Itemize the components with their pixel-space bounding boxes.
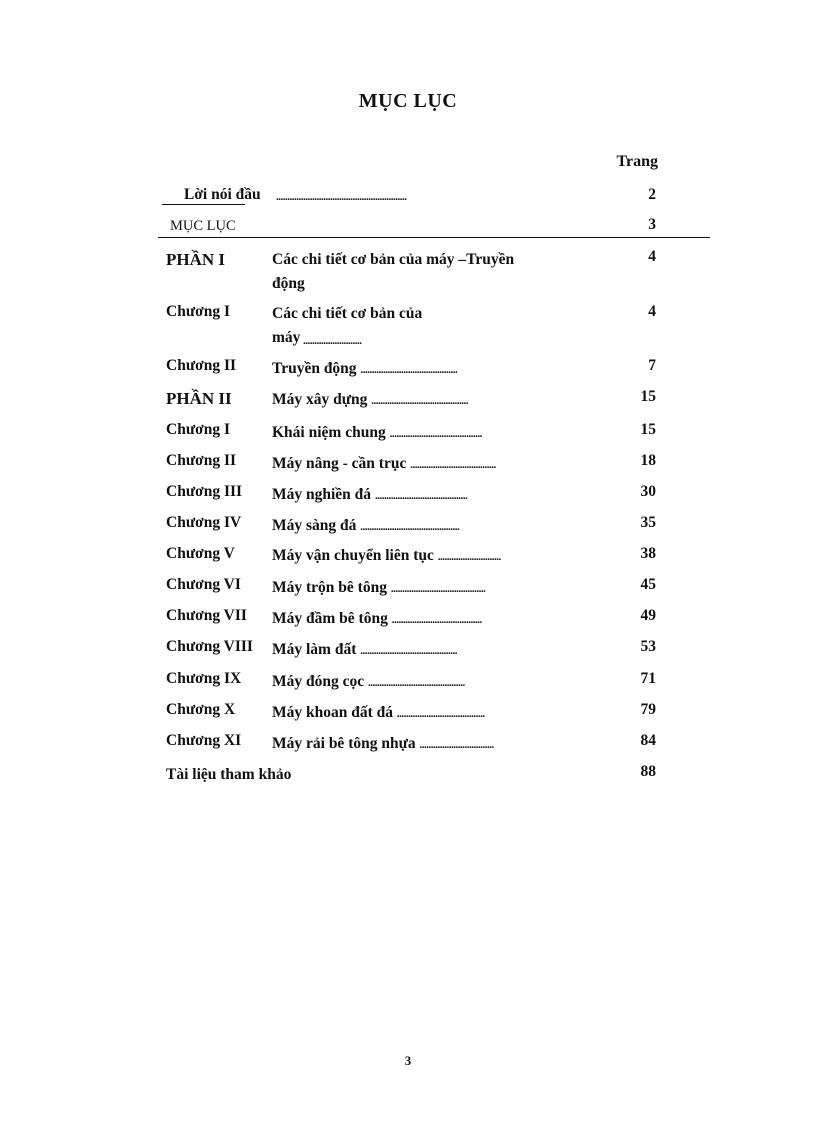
toc-entry-text[interactable] [272, 704, 485, 722]
toc-entry-text[interactable] [272, 547, 501, 565]
toc-leader-dots: ................................. [419, 739, 494, 751]
toc-entry-title: Máy nâng - cần trục [272, 455, 407, 472]
toc-leader-dots: ......................................... [374, 490, 468, 502]
toc-entry-label[interactable]: Chương III [166, 483, 243, 500]
toc-entry-title: Máy rải bê tông nhựa [272, 735, 416, 752]
toc-entry-text[interactable] [272, 424, 482, 442]
toc-front-label[interactable]: MỤC LỤC [170, 218, 236, 234]
toc-page-number: 53 [640, 638, 656, 655]
toc-entry-title: Khái niệm chung [272, 424, 386, 441]
toc-page-number: 45 [640, 576, 656, 593]
toc-entry-label[interactable]: Chương I [166, 303, 230, 320]
toc-page-number: 30 [640, 483, 656, 500]
toc-entry-text[interactable] [272, 610, 482, 628]
page-title: MỤC LỤC [358, 90, 458, 112]
toc-page-number: 88 [640, 763, 656, 780]
toc-entry-label[interactable]: PHẦN I [166, 250, 226, 269]
toc-entry-title: Truyền động [272, 360, 357, 377]
toc-entry-label[interactable]: Chương IV [166, 514, 242, 531]
toc-entry-text-line2[interactable]: máy [272, 329, 301, 346]
toc-entry-label[interactable]: Chương I [166, 421, 230, 438]
toc-page-number: 2 [648, 186, 656, 203]
toc-entry-title: Máy đóng cọc [272, 673, 365, 690]
toc-page-number: 84 [640, 732, 656, 749]
toc-entry-title: Máy sàng đá [272, 517, 357, 534]
toc-references-label[interactable]: Tài liệu tham khảo [166, 766, 292, 783]
toc-entry-title: Máy trộn bê tông [272, 579, 387, 596]
toc-leader-dots: .......................................................... [276, 191, 407, 203]
toc-entry-title: Máy xây dựng [272, 391, 368, 408]
toc-entry-text[interactable] [272, 391, 468, 409]
toc-leader-dots: ............................................ [360, 521, 460, 533]
toc-entry-text[interactable] [272, 360, 457, 378]
toc-page-number: 49 [640, 607, 656, 624]
toc-leader-dots: ...................................... [410, 459, 496, 471]
toc-entry-label[interactable]: Chương VII [166, 607, 247, 624]
toc-entry-title: Máy nghiền đá [272, 486, 372, 503]
toc-leader-dots: ........................................... [360, 645, 458, 657]
toc-entry-label[interactable]: Chương II [166, 357, 237, 374]
toc-page-number: 79 [640, 701, 656, 718]
toc-entry-label[interactable]: Chương II [166, 452, 237, 469]
toc-page-number: 3 [648, 216, 656, 233]
toc-entry-label[interactable]: Chương VI [166, 576, 241, 593]
toc-page-number: 71 [640, 670, 656, 687]
toc-entry-label[interactable]: Chương X [166, 701, 236, 718]
toc-entry-label[interactable]: Chương IX [166, 670, 242, 687]
toc-entry-title: Máy khoan đất đá [272, 704, 394, 721]
toc-entry-text-line2[interactable]: động [272, 275, 305, 292]
page-number-footer: 3 [404, 1053, 412, 1068]
toc-entry-text[interactable] [272, 517, 459, 535]
toc-entry-text[interactable] [272, 455, 496, 473]
toc-entry-title: Máy làm đất [272, 641, 357, 658]
toc-entry-text[interactable] [272, 641, 457, 659]
divider-line [158, 237, 710, 238]
toc-page-number: 38 [640, 545, 656, 562]
toc-entry-label[interactable]: Chương XI [166, 732, 242, 749]
toc-entry-text[interactable] [272, 735, 494, 753]
toc-entry-title: Máy vận chuyển liên tục [272, 547, 434, 564]
toc-leader-dots: ........................................... [368, 677, 465, 689]
toc-entry-text[interactable] [272, 486, 467, 504]
toc-page-number: 7 [648, 357, 656, 374]
toc-leader-dots: ....................................... [396, 708, 485, 720]
underline-decoration [162, 204, 245, 205]
toc-page-number: 15 [640, 388, 656, 405]
toc-page-number: 18 [640, 452, 656, 469]
toc-leader-dots: ............................ [437, 551, 501, 563]
toc-leader-dots: ........................................ [391, 614, 482, 626]
toc-entry-label[interactable]: PHẦN II [166, 389, 232, 408]
page-column-header: Trang [616, 153, 658, 170]
toc-entry-text[interactable]: Các chi tiết cơ bản của [272, 305, 423, 322]
toc-leader-dots: ......................................... [389, 428, 482, 440]
toc-leader-dots: ........................................... [360, 364, 458, 376]
toc-page-number: 4 [648, 303, 656, 320]
toc-leader-dots: ........................................... [371, 395, 469, 407]
toc-entry-label[interactable]: Chương VIII [166, 638, 253, 655]
toc-front-label[interactable]: Lời nói đầu [184, 186, 261, 203]
toc-page-number: 15 [640, 421, 656, 438]
toc-entry-text[interactable] [272, 673, 465, 691]
toc-leader-dots: .......................................... [390, 583, 486, 595]
toc-entry-text[interactable]: Các chi tiết cơ bản của máy –Truyền [272, 251, 515, 268]
toc-leader-dots: .......................... [303, 335, 362, 347]
toc-entry-title: Máy đầm bê tông [272, 610, 388, 627]
toc-entry-text[interactable] [272, 579, 485, 597]
toc-page-number: 4 [648, 248, 656, 265]
toc-page-number: 35 [640, 514, 656, 531]
toc-entry-label[interactable]: Chương V [166, 545, 235, 562]
